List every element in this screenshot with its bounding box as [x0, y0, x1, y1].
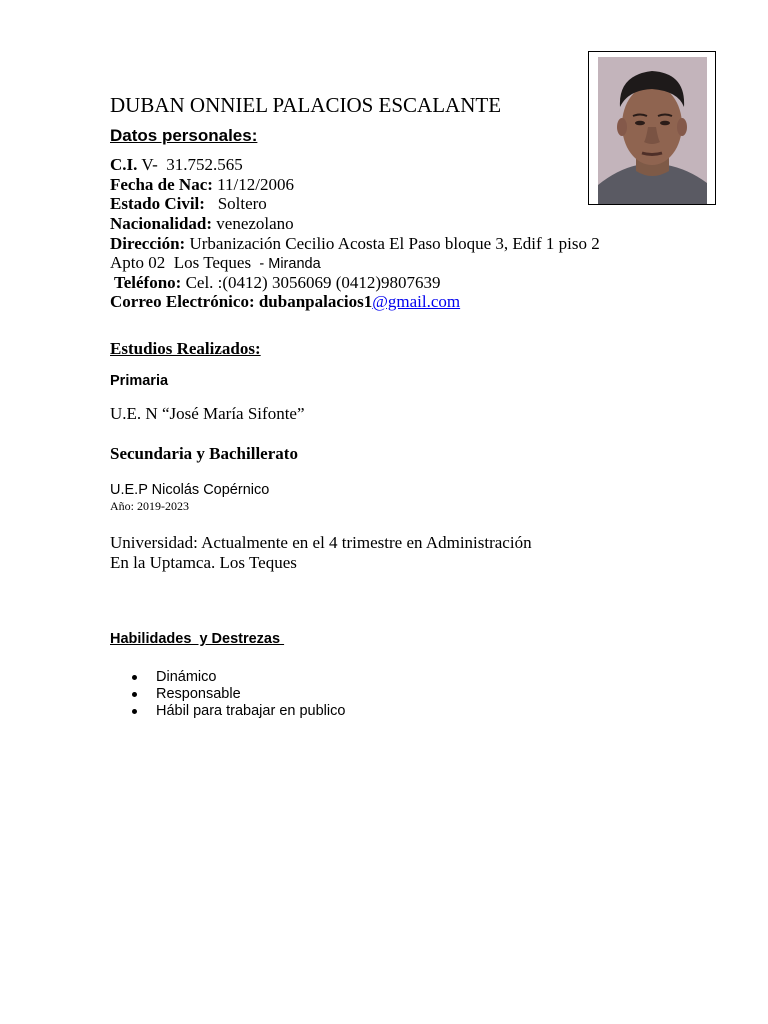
primary-school: U.E. N “José María Sifonte” [110, 404, 305, 423]
nationality-line [110, 214, 294, 234]
address-line-2 [110, 253, 321, 273]
university-line-2: En la Uptamca. Los Teques [110, 553, 297, 572]
birth-value: 11/12/2006 [212, 175, 294, 194]
nationality-label: Nacionalidad: [110, 214, 213, 233]
nationality-value: venezolano [212, 214, 294, 233]
profile-photo-frame [588, 51, 716, 205]
skill-label: Hábil para trabajar en publico [156, 703, 346, 719]
ci-value: V- 31.752.565 [137, 155, 243, 174]
address-value: Urbanización Cecilio Acosta El Paso bloque 3, Edif 1 piso 2 [185, 234, 600, 253]
skills-list [110, 669, 345, 720]
phone-label: Teléfono: [110, 273, 182, 292]
personal-data-heading: Datos personales: [110, 126, 258, 145]
civil-status-value: Soltero [204, 194, 267, 213]
bullet-icon [132, 709, 137, 714]
bullet-icon [132, 675, 137, 680]
bullet-icon [132, 692, 137, 697]
address-label: Dirección: [110, 234, 186, 253]
person-portrait-icon [598, 57, 707, 204]
list-item [110, 669, 345, 686]
skill-label: Dinámico [156, 669, 217, 685]
email-link[interactable]: @gmail.com [372, 292, 461, 311]
studies-heading: Estudios Realizados: [110, 339, 261, 358]
address-continuation: Apto 02 Los Teques [110, 253, 256, 272]
secondary-heading: Secundaria y Bachillerato [110, 444, 298, 463]
civil-status-label: Estado Civil: [110, 194, 205, 213]
birth-label: Fecha de Nac: [110, 175, 213, 194]
email-label: Correo Electrónico: dubanpalacios1 [110, 292, 373, 311]
address-line [110, 234, 600, 254]
civil-status-line [110, 194, 267, 214]
primary-heading: Primaria [110, 373, 169, 389]
skills-heading: Habilidades y Destrezas [110, 631, 285, 647]
ci-line [110, 155, 243, 175]
list-item [110, 686, 345, 703]
secondary-years: Año: 2019-2023 [110, 499, 189, 513]
birth-line [110, 175, 294, 195]
phone-value: Cel. :(0412) 3056069 (0412)9807639 [181, 273, 441, 292]
profile-photo [598, 57, 707, 204]
secondary-school: U.E.P Nicolás Copérnico [110, 482, 270, 498]
email-line [110, 292, 460, 312]
address-state: - Miranda [255, 256, 321, 272]
ci-label: C.I. [110, 155, 138, 174]
university-line-1: Universidad: Actualmente en el 4 trimestre en Administración [110, 533, 532, 552]
skill-label: Responsable [156, 686, 241, 702]
list-item [110, 703, 345, 720]
phone-line [110, 273, 441, 293]
candidate-name: DUBAN ONNIEL PALACIOS ESCALANTE [110, 93, 502, 117]
